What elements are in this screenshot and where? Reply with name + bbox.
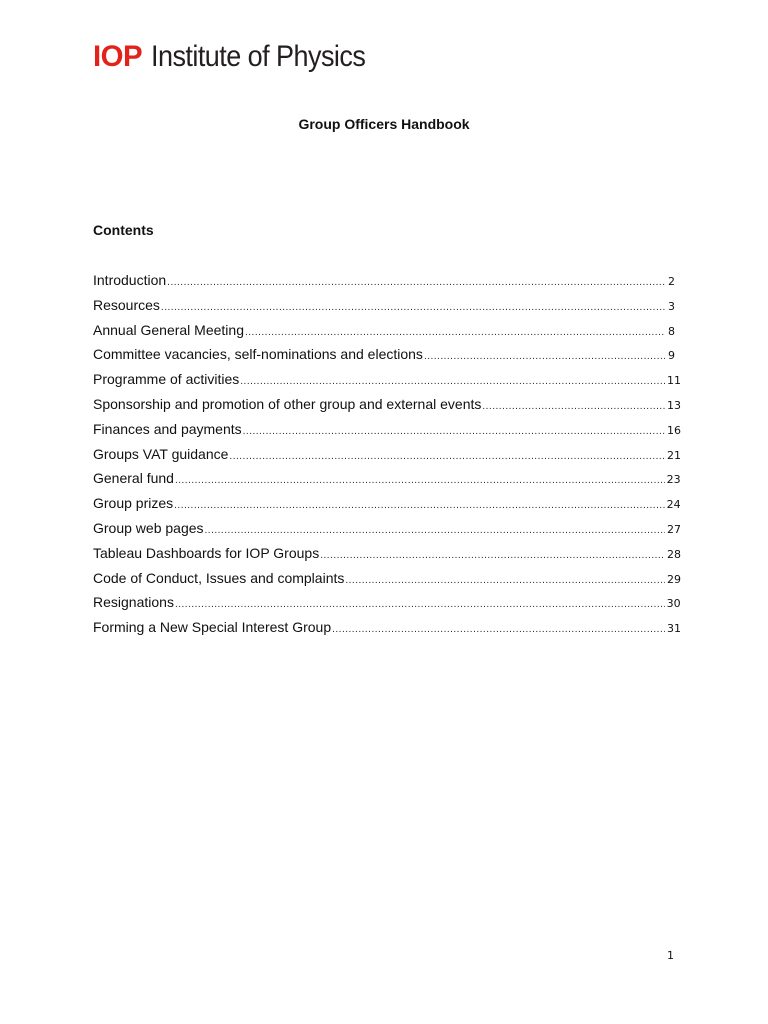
toc-entry-page: 27: [667, 522, 681, 536]
toc-entry[interactable]: [93, 468, 681, 493]
toc-entry-title: Forming a New Special Interest Group: [93, 619, 332, 636]
toc-entry-title: Resources: [93, 296, 160, 313]
toc-entry-page: 11: [667, 374, 681, 388]
toc-entry[interactable]: [93, 344, 675, 369]
toc-entry-title: Sponsorship and promotion of other group and external events: [93, 395, 482, 412]
toc-entry-page: 21: [667, 448, 681, 462]
toc-entry-title: Annual General Meeting: [93, 321, 244, 338]
toc-entry-title: General fund: [93, 470, 174, 487]
toc-entry-title: Code of Conduct, Issues and complaints: [93, 569, 345, 586]
table-of-contents: [93, 270, 681, 642]
toc-dot-leader: [175, 471, 665, 491]
toc-entry[interactable]: [93, 320, 675, 345]
toc-entry-page: 16: [667, 423, 681, 437]
toc-entry[interactable]: [93, 493, 681, 518]
toc-entry[interactable]: [93, 543, 681, 568]
toc-dot-leader: [245, 323, 665, 343]
iop-logo: [93, 40, 389, 74]
toc-dot-leader: [229, 447, 665, 467]
toc-entry-page: 28: [667, 547, 681, 561]
toc-dot-leader: [424, 347, 665, 367]
logo-mark: IOP: [93, 40, 143, 73]
toc-entry-title: Group prizes: [93, 495, 174, 512]
toc-dot-leader: [243, 422, 665, 442]
toc-entry[interactable]: [93, 369, 681, 394]
toc-dot-leader: [174, 496, 664, 516]
toc-entry-page: 9: [668, 349, 675, 363]
toc-dot-leader: [167, 273, 665, 293]
toc-dot-leader: [320, 546, 665, 566]
document-title: Group Officers Handbook: [298, 116, 470, 132]
toc-entry-page: 13: [667, 398, 681, 412]
toc-entry[interactable]: [93, 419, 681, 444]
logo-name: Institute of Physics: [151, 40, 366, 73]
toc-entry-page: 2: [668, 275, 675, 288]
toc-entry[interactable]: [93, 518, 681, 543]
toc-dot-leader: [161, 298, 665, 318]
toc-entry-title: Introduction: [93, 272, 167, 288]
toc-entry-title: Groups VAT guidance: [93, 445, 229, 462]
toc-dot-leader: [482, 397, 665, 417]
toc-dot-leader: [332, 620, 665, 640]
toc-entry[interactable]: [93, 394, 681, 419]
toc-dot-leader: [345, 571, 665, 591]
toc-entry-title: Finances and payments: [93, 420, 242, 437]
page-number: 1: [667, 949, 674, 962]
toc-dot-leader: [240, 372, 665, 392]
contents-heading: Contents: [93, 222, 154, 238]
toc-entry-page: 23: [666, 473, 681, 487]
toc-entry-page: 8: [668, 324, 675, 338]
toc-entry[interactable]: [93, 568, 681, 593]
toc-dot-leader: [205, 521, 665, 541]
toc-entry[interactable]: [93, 295, 675, 320]
toc-entry-page: 24: [666, 498, 681, 512]
toc-entry-title: Resignations: [93, 594, 174, 611]
toc-entry[interactable]: [93, 444, 681, 469]
toc-entry[interactable]: [93, 592, 681, 617]
toc-entry[interactable]: [93, 270, 675, 295]
toc-dot-leader: [175, 595, 665, 615]
toc-entry-title: Tableau Dashboards for IOP Groups: [93, 544, 320, 561]
toc-entry-title: Programme of activities: [93, 371, 240, 388]
toc-entry-title: Committee vacancies, self-nominations and elections: [93, 346, 423, 363]
toc-entry-title: Group web pages: [93, 519, 204, 536]
toc-entry-page: 30: [666, 597, 681, 611]
toc-entry-page: 3: [668, 299, 675, 313]
toc-entry-page: 31: [667, 622, 681, 636]
toc-entry-page: 29: [667, 572, 681, 586]
toc-entry[interactable]: [93, 617, 681, 642]
